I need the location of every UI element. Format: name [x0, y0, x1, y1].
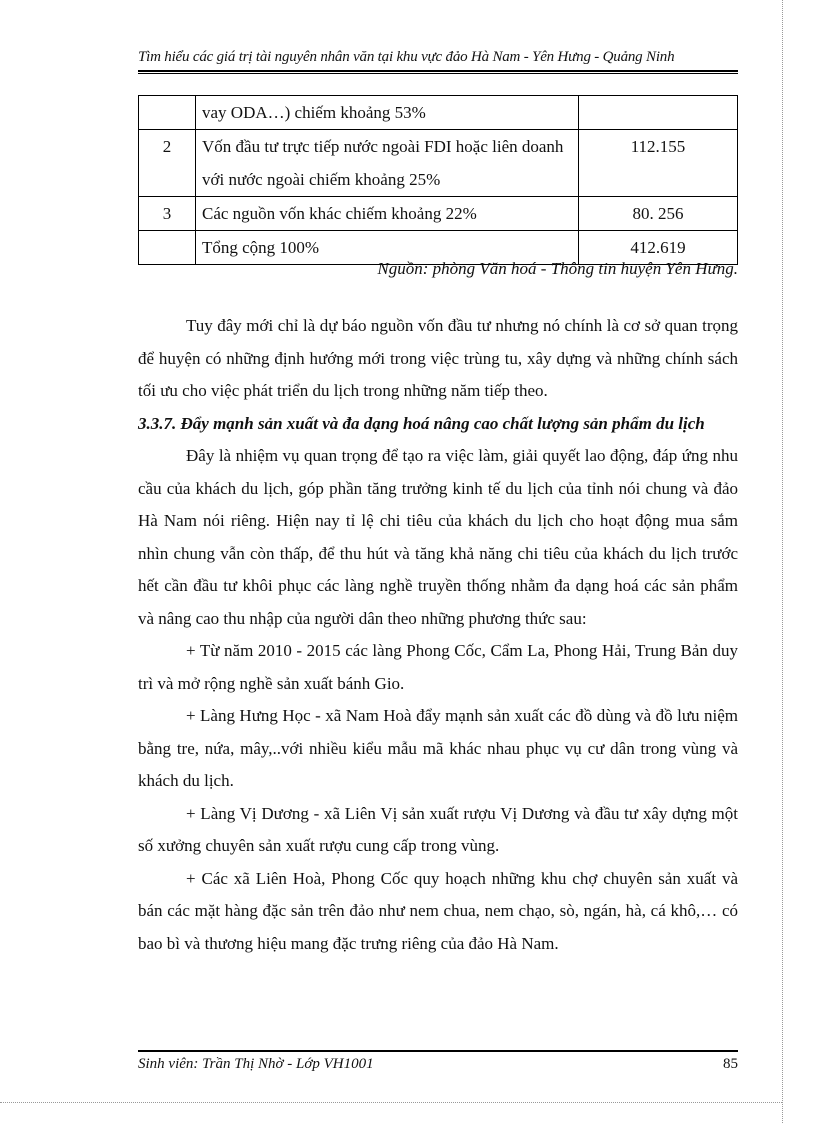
table-row	[139, 197, 738, 231]
page-edge-bottom	[0, 1102, 782, 1103]
footer-author: Sinh viên: Trần Thị Nhờ - Lớp VH1001	[138, 1056, 374, 1072]
table-cell-desc: vay ODA…) chiếm khoảng 53%	[196, 96, 579, 130]
running-header: Tìm hiểu các giá trị tài nguyên nhân văn tại khu vực đảo Hà Nam - Yên Hưng - Quảng Ninh	[138, 49, 675, 65]
paragraph-forecast: Tuy đây mới chỉ là dự báo nguồn vốn đầu tư nhưng nó chính là cơ sở quan trọng để huyện có những định hướng mới trong việc trùng tu, xây dựng và những chính sách tối ưu cho việc phát triển du lịch trong những năm tiếp theo.	[138, 316, 738, 400]
table-cell-value: 112.155	[579, 130, 738, 197]
bullet-item: + Làng Vị Dương - xã Liên Vị sản xuất rượu Vị Dương và đầu tư xây dựng một số xưởng chuyên sản xuất rượu cung cấp trong vùng.	[138, 803, 738, 855]
investment-table	[138, 95, 738, 265]
table-cell-desc: Các nguồn vốn khác chiếm khoảng 22%	[196, 197, 579, 231]
paragraph-task: Đây là nhiệm vụ quan trọng để tạo ra việc làm, giải quyết lao động, đáp ứng nhu cầu của khách du lịch, góp phần tăng trưởng kinh tế du lịch của tỉnh nói chung và đảo Hà Nam nói riêng. Hiện nay tỉ lệ chi tiêu của khách du lịch cho hoạt động mua sắm nhìn chung vẫn còn thấp, để thu hút và tăng khả năng chi tiêu của khách du lịch trước hết cần đầu tư khôi phục các làng nghề truyền thống nhằm đa dạng hoá các sản phẩm và nâng cao thu nhập của người dân theo những phương thức sau:	[138, 446, 738, 628]
footer-rule	[138, 1050, 738, 1052]
page-number: 85	[723, 1056, 738, 1072]
table-cell-no	[139, 96, 196, 130]
bullet-item: + Làng Hưng Học - xã Nam Hoà đẩy mạnh sản xuất các đồ dùng và đồ lưu niệm bằng tre, nứa, mây,..với nhiều kiểu mẫu mã khác nhau phục vụ cư dân trong vùng và khách du lịch.	[138, 706, 738, 790]
table-cell-value	[579, 96, 738, 130]
table-cell-value: 80. 256	[579, 197, 738, 231]
table-cell-desc: Vốn đầu tư trực tiếp nước ngoài FDI hoặc liên doanh với nước ngoài chiếm khoảng 25%	[196, 130, 579, 197]
bullet-item: + Từ năm 2010 - 2015 các làng Phong Cốc, Cẩm La, Phong Hải, Trung Bản duy trì và mở rộng nghề sản xuất bánh Gio.	[138, 641, 738, 693]
table-source-note: Nguồn: phòng Văn hoá - Thông tin huyện Yên Hưng.	[377, 259, 738, 278]
section-heading: 3.3.7. Đẩy mạnh sản xuất và đa dạng hoá nâng cao chất lượng sản phẩm du lịch	[138, 413, 705, 433]
body-text	[138, 310, 738, 960]
page-edge-right	[782, 0, 783, 1123]
table-cell-no: 2	[139, 130, 196, 197]
table-cell-desc: Tổng cộng 100%	[196, 231, 579, 265]
table-row	[139, 130, 738, 197]
table-cell-value: 412.619	[579, 231, 738, 265]
table-row	[139, 96, 738, 130]
table-cell-no: 3	[139, 197, 196, 231]
header-rule	[138, 70, 738, 74]
bullet-item: + Các xã Liên Hoà, Phong Cốc quy hoạch những khu chợ chuyên sản xuất và bán các mặt hàng đặc sản trên đảo như nem chua, nem chạo, sò, ngán, hà, cá khô,… có bao bì và thương hiệu mang đặc trưng riêng của đảo Hà Nam.	[138, 868, 738, 953]
